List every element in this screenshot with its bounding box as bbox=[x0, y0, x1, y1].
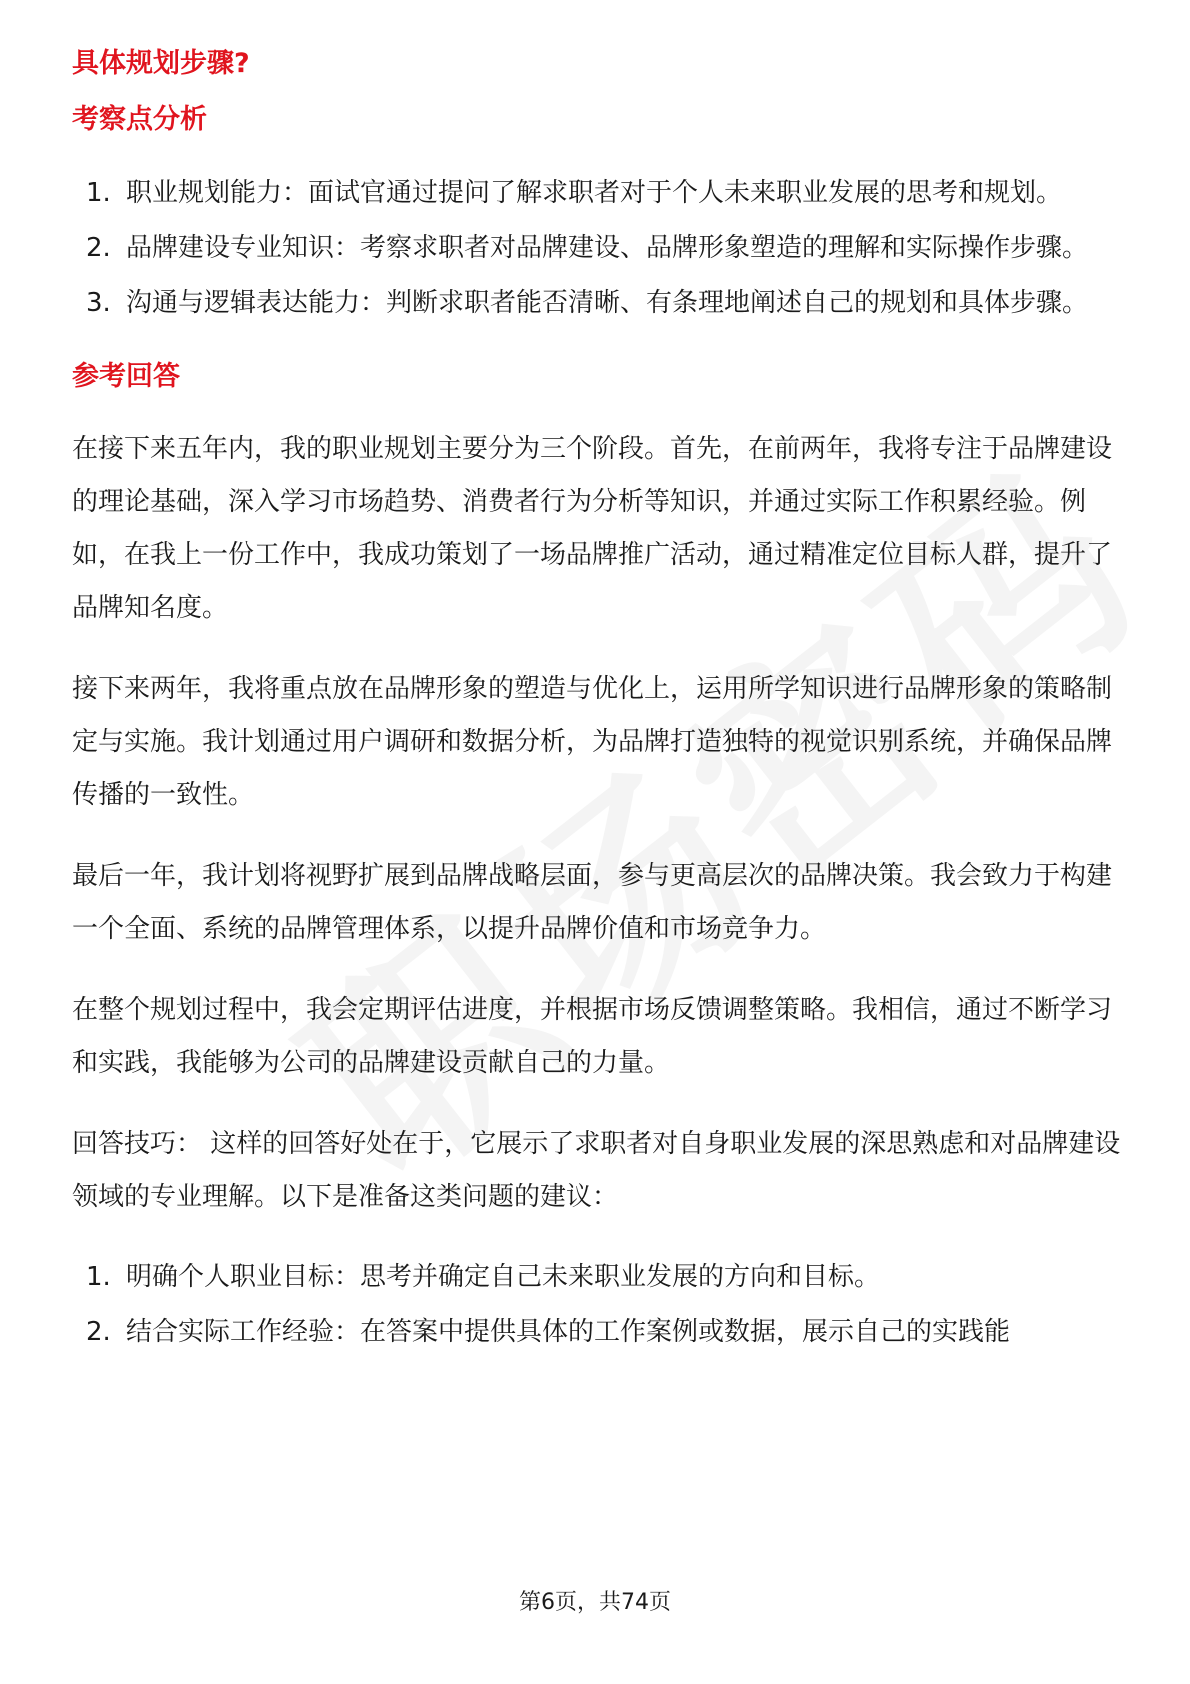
page-footer: 第6页，共74页 bbox=[519, 1590, 671, 1615]
analysis-list bbox=[72, 166, 1122, 331]
list-item-text: 沟通与逻辑表达能力：判断求职者能否清晰、有条理地阐述自己的规划和具体步骤。 bbox=[126, 288, 1089, 318]
analysis-heading: 考察点分析 bbox=[72, 104, 207, 135]
answer-paragraph: 在整个规划过程中，我会定期评估进度，并根据市场反馈调整策略。我相信，通过不断学习和实践，我能够为公司的品牌建设贡献自己的力量。 bbox=[72, 995, 1113, 1078]
list-item-text: 品牌建设专业知识：考察求职者对品牌建设、品牌形象塑造的理解和实际操作步骤。 bbox=[126, 233, 1089, 263]
list-number: 2. bbox=[86, 233, 111, 263]
list-item bbox=[72, 1305, 1122, 1360]
list-item bbox=[72, 166, 1122, 221]
answer-heading: 参考回答 bbox=[72, 361, 180, 392]
list-number: 1. bbox=[86, 178, 111, 208]
list-number: 2. bbox=[86, 1317, 111, 1347]
tips-list bbox=[72, 1250, 1122, 1360]
answer-paragraph: 最后一年，我计划将视野扩展到品牌战略层面，参与更高层次的品牌决策。我会致力于构建一个全面、系统的品牌管理体系，以提升品牌价值和市场竞争力。 bbox=[72, 861, 1113, 944]
list-item bbox=[72, 1250, 1122, 1305]
list-item-text: 结合实际工作经验：在答案中提供具体的工作案例或数据，展示自己的实践能 bbox=[126, 1317, 1011, 1347]
list-item bbox=[72, 221, 1122, 276]
answer-paragraph: 接下来两年，我将重点放在品牌形象的塑造与优化上，运用所学知识进行品牌形象的策略制定与实施。我计划通过用户调研和数据分析，为品牌打造独特的视觉识别系统，并确保品牌传播的一致性。 bbox=[72, 674, 1113, 810]
list-item bbox=[72, 276, 1122, 331]
list-item-text: 职业规划能力：面试官通过提问了解求职者对于个人未来职业发展的思考和规划。 bbox=[126, 178, 1063, 208]
answer-paragraph: 在接下来五年内，我的职业规划主要分为三个阶段。首先，在前两年，我将专注于品牌建设的理论基础，深入学习市场趋势、消费者行为分析等知识，并通过实际工作积累经验。例如，在我上一份工作中，我成功策划了一场品牌推广活动，通过精准定位目标人群，提升了品牌知名度。 bbox=[72, 434, 1113, 623]
content-area bbox=[72, 44, 1122, 1360]
tips-intro-paragraph: 回答技巧： 这样的回答好处在于，它展示了求职者对自身职业发展的深思熟虑和对品牌建设领域的专业理解。以下是准备这类问题的建议： bbox=[72, 1129, 1121, 1212]
question-heading: 具体规划步骤? bbox=[72, 48, 250, 79]
list-item-text: 明确个人职业目标：思考并确定自己未来职业发展的方向和目标。 bbox=[126, 1262, 881, 1292]
list-number: 1. bbox=[86, 1262, 111, 1292]
list-number: 3. bbox=[86, 288, 111, 318]
